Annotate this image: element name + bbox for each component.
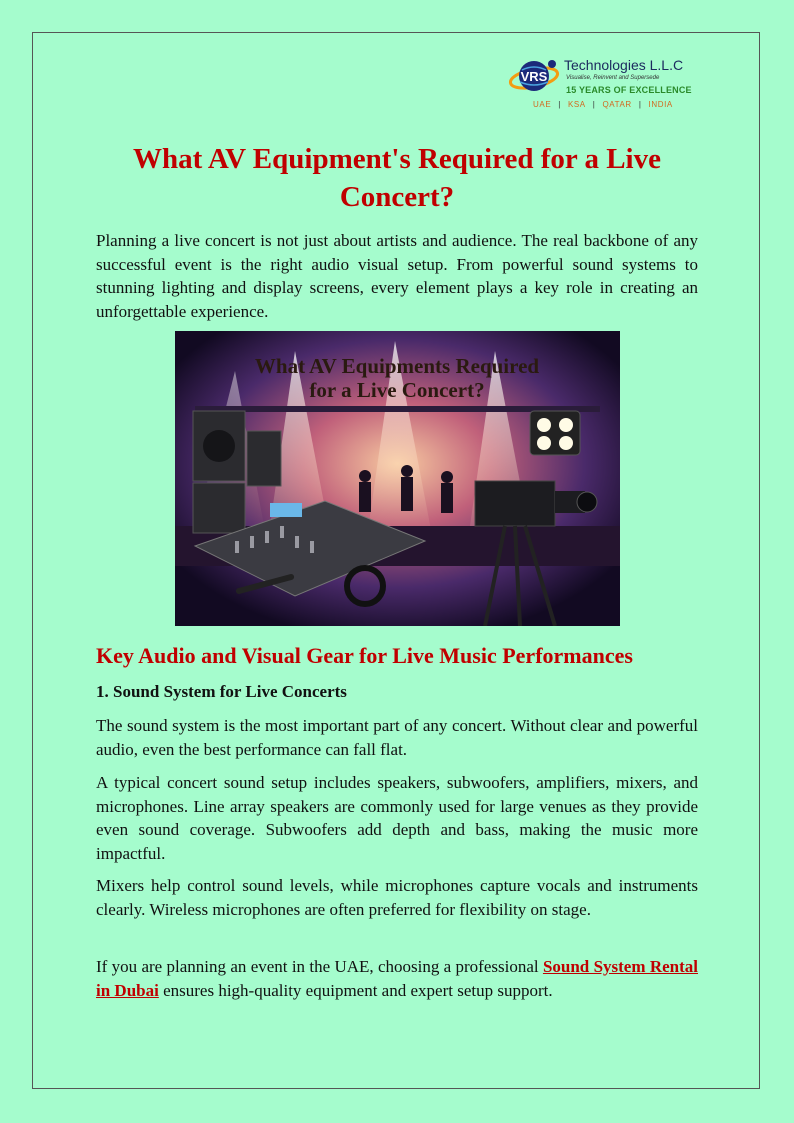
paragraph-1: The sound system is the most important part of any concert. Without clear and powerful audio, even the best performance can fall flat. xyxy=(96,716,698,759)
paragraph-4 xyxy=(96,955,698,1002)
paragraph-2: A typical concert sound setup includes speakers, subwoofers, amplifiers, mixers, and microphones. Line array speakers are commonly used for large venues as they provide even sound coverage. Subwoofers add depth and bass, making the music more impactful. xyxy=(96,773,698,863)
sound-system-rental-link[interactable]: Sound System Rental in Dubai xyxy=(96,957,698,1000)
region-qatar: QATAR xyxy=(602,100,632,109)
logo-regions: UAE | KSA | QATAR | INDIA xyxy=(526,100,680,109)
paragraph-4-text-before: If you are planning an event in the UAE, choosing a professional xyxy=(96,957,543,976)
logo-company-name: Technologies L.L.C xyxy=(564,57,684,73)
hero-title-line2: for a Live Concert? xyxy=(309,378,485,402)
concert-hero-image xyxy=(175,331,620,626)
region-uae: UAE xyxy=(533,100,552,109)
paragraph-4-text-after: ensures high-quality equipment and expert setup support. xyxy=(158,980,553,1000)
logo-tagline: Visualise, Reinvent and Supersede xyxy=(566,75,660,81)
paragraph-3: Mixers help control sound levels, while microphones capture vocals and instruments clearly. Wireless microphones are often preferred for flexibility on stage. xyxy=(96,876,698,919)
logo-mark-text: VRS xyxy=(520,69,548,84)
logo-years-badge: 15 YEARS OF EXCELLENCE xyxy=(566,85,692,95)
region-india: INDIA xyxy=(648,100,673,109)
vrs-globe-icon xyxy=(508,56,564,96)
company-logo xyxy=(508,52,698,114)
intro-paragraph: Planning a live concert is not just about artists and audience. The real backbone of any successful event is the right audio visual setup. From powerful sound systems to stunning lighting and display screens, every element plays a key role in creating an unforgettable experience. xyxy=(96,231,698,321)
region-ksa: KSA xyxy=(567,100,586,109)
section-heading: Key Audio and Visual Gear for Live Music Performances xyxy=(96,643,633,668)
hero-title-line1: What AV Equipments Required xyxy=(254,354,540,378)
concert-stage-illustration xyxy=(175,331,620,626)
subheading-sound-system: 1. Sound System for Live Concerts xyxy=(96,682,347,701)
page-title: What AV Equipment's Required for a Live Concert? xyxy=(132,143,661,213)
